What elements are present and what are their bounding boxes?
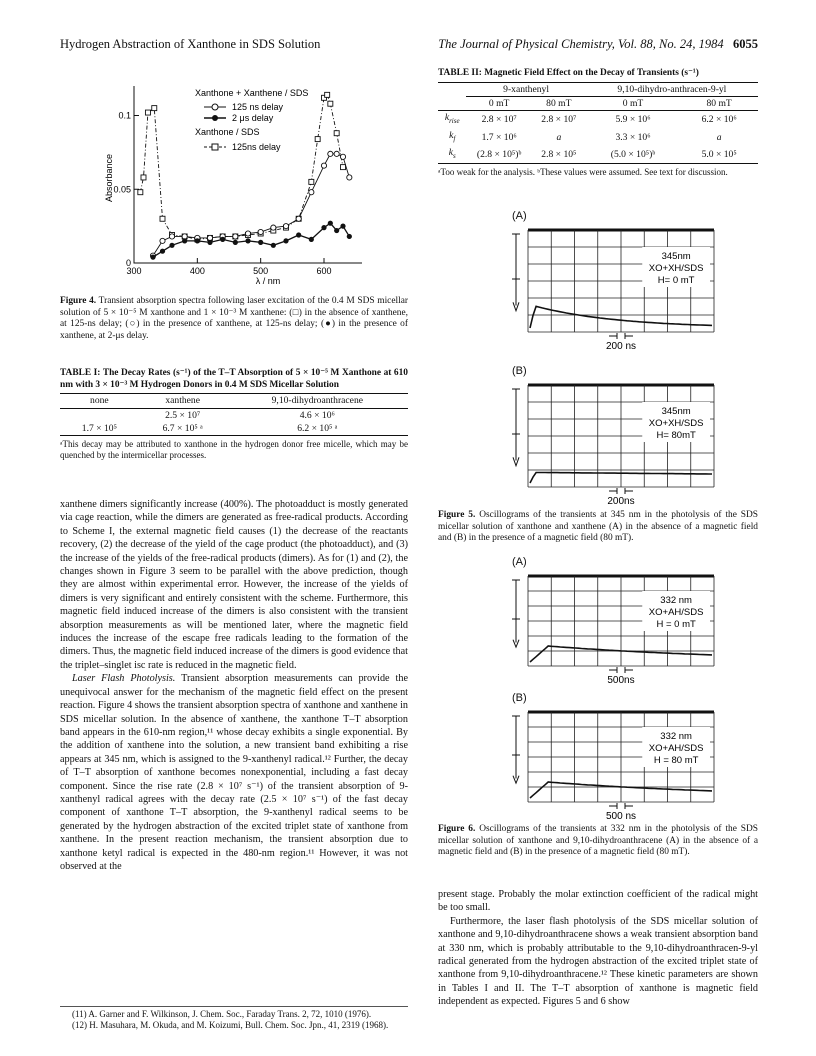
y-axis-label: Absorbance [104, 153, 114, 203]
table1-footnote: ᵃThis decay may be attributed to xanthone in the hydrogen donor free micelle, which may be quenched by the intermicellar processes. [60, 439, 408, 461]
figure6-caption-label: Figure 6. [438, 824, 476, 834]
oscillogram-label-line: H= 0 mT [657, 275, 695, 286]
legend-label-2us: 2 μs delay [232, 113, 274, 123]
data-point-square [160, 216, 165, 221]
figure6-oscillogram-b [508, 704, 718, 822]
x-tick-label: 500 [253, 266, 269, 276]
legend-label-125ns: 125 ns delay [232, 102, 284, 112]
figure4-legend [195, 88, 308, 152]
legend-marker-filled-circle [212, 115, 218, 121]
table2-group-row [438, 82, 758, 96]
data-point-open-circle [258, 229, 263, 234]
table2-cell: 6.2 × 10⁶ [701, 114, 737, 126]
figure5-caption-text: Oscillograms of the transients at 345 nm in the photolysis of the SDS micellar solution of xanthone and xanthene (A) in the absence of a magnetic field and (B) in the presence of a magnetic field (80 mT). [438, 510, 759, 544]
table2-cell: a [556, 131, 562, 143]
figure6-panel-b-label: (B) [512, 692, 527, 704]
time-scale-label: 500ns [607, 675, 635, 686]
data-point-square [138, 190, 143, 195]
legend-title-xanthone-xanthene: Xanthone + Xanthene / SDS [195, 88, 309, 98]
y-tick-label: 0.1 [118, 110, 131, 121]
data-point-open-circle [347, 175, 352, 180]
table2-cell: 2.8 × 10⁷ [481, 114, 517, 126]
data-point-open-circle [296, 216, 301, 221]
time-scale-label: 200 ns [605, 341, 637, 352]
oscillogram-label-line: XO+XH/SDS [648, 418, 704, 429]
table2-field-row [438, 97, 758, 111]
data-point-filled-circle [182, 238, 187, 243]
table2 [438, 68, 758, 178]
table-row [438, 129, 758, 146]
table2-cell: 1.7 × 10⁶ [481, 131, 517, 143]
x-tick-label: 300 [126, 266, 142, 276]
oscillogram-label-line: XO+AH/SDS [648, 743, 704, 754]
data-point-open-circle [334, 151, 339, 156]
table1-header: xanthene [165, 395, 200, 407]
table-row [438, 146, 758, 164]
time-scale-marker [609, 488, 633, 494]
figure5-caption-label: Figure 5. [438, 510, 476, 520]
oscillogram-label-line: 345nm [661, 406, 691, 417]
journal-name: The Journal of Physical Chemistry, Vol. 88, No. 24, 1984 [438, 37, 724, 51]
time-scale-marker [609, 333, 633, 339]
data-point-open-circle [271, 225, 276, 230]
section-heading-laser-flash: Laser Flash Photolysis. [72, 673, 176, 685]
data-point-filled-circle [321, 225, 326, 230]
table1-cell: 6.7 × 10⁵ ᵃ [162, 423, 203, 434]
right-body [438, 888, 758, 1009]
time-scale-label: 500 ns [605, 811, 637, 822]
data-point-square [145, 110, 150, 115]
journal-citation [418, 37, 758, 52]
data-point-filled-circle [340, 224, 345, 229]
table1-cell [60, 408, 139, 422]
table2-row-label: $k_s$ [448, 147, 456, 160]
table2-row-label: $k_f$ [449, 129, 456, 143]
table2-group-dihydroanthracenyl: 9,10-dihydro-anthracen-9-yl [617, 83, 727, 95]
table2-field: 80 mT [680, 97, 758, 111]
table1 [60, 368, 408, 461]
figure5-panel-a-label: (A) [512, 210, 527, 222]
table1-title-text: The Decay Rates (s⁻¹) of the T–T Absorption of 5 × 10⁻⁵ M Xanthone at 610 nm with 3 × 10⁻³ M Hydrogen Donors in 0.4 M SDS Micellar Solution [60, 368, 408, 390]
table1-cell: 2.5 × 10⁷ [165, 409, 201, 421]
data-point-filled-circle [207, 240, 212, 245]
data-point-open-circle [207, 235, 212, 240]
table2-field: 0 mT [586, 97, 681, 111]
figure5-oscillogram-b [508, 377, 718, 507]
table2-field: 80 mT [532, 97, 586, 111]
data-point-open-circle [169, 234, 174, 239]
data-point-open-circle [309, 190, 314, 195]
page-number: 6055 [733, 37, 758, 51]
data-point-open-circle [245, 231, 250, 236]
references [60, 1006, 408, 1031]
table1-header: 9,10-dihydroanthracene [271, 395, 363, 407]
right-paragraph-1: present stage. Probably the molar extinction coefficient of the radical might be too small. [438, 889, 758, 914]
table2-cell: 5.0 × 10⁵ [701, 148, 737, 160]
data-point-filled-circle [283, 238, 288, 243]
data-point-filled-circle [169, 243, 174, 248]
table-row [60, 408, 408, 422]
table2-cell: (2.8 × 10⁵)ᵇ [476, 148, 522, 160]
data-point-open-circle [160, 238, 165, 243]
data-point-square [309, 179, 314, 184]
table1-grid [60, 393, 408, 436]
left-body [60, 498, 408, 873]
legend-title-xanthone: Xanthone / SDS [195, 127, 260, 137]
data-point-square [334, 131, 339, 136]
data-point-filled-circle [271, 243, 276, 248]
data-point-filled-circle [309, 237, 314, 242]
reference-12: (12) H. Masuhara, M. Okuda, and M. Koizumi, Bull. Chem. Soc. Jpn., 41, 2319 (1968). [72, 1020, 389, 1030]
oscillogram-label-line: 332 nm [660, 731, 692, 742]
left-paragraph-2-text: Transient absorption measurements can provide the unequivocal answer for the mechanism of the magnetic field effect on the present reaction. Figure 4 shows the transient absorption spectra of xanthone and xanthene in SDS micellar solution. In the absence of xanthene, the xanthone T–T absorption band appears in the 610-nm region,¹¹ whose decay exhibits a single exponential. By the addition of xanthene into the solution, a new transient band exhibiting a rise appears at 345 nm, which is assigned to the 9-xanthenyl radical.¹² Further, the decay of T–T absorption of xanthone becomes nonexponential, including a fast decay component. Since the rise rate (2.8 × 10⁷ s⁻¹) of the transient absorption of 9-xanthenyl radical agrees with the decay rate (2.5 × 10⁷ s⁻¹) of the fast decay component of xanthone T–T absorption, the 9-xanthenyl radical seems to be generated by the hydrogen abstraction of the excited triplet state of xanthone from xanthene. In the present reaction mechanism, the transient absorption due to xanthone ketyl radical is expected in the 480-nm region.¹¹ However, it was not observed at the [60, 673, 408, 872]
table-row [60, 422, 408, 436]
figure5-caption [438, 510, 758, 545]
data-point-square [141, 175, 146, 180]
figure4-caption-text: Transient absorption spectra following laser excitation of the 0.4 M SDS micellar solution of 5 × 10⁻⁵ M xanthone and 1 × 10⁻³ M xanthene: (□) in the absence of xanthene, at 125-ns delay; (○) in the presence of xanthene, at 125-ns delay; (●) in the presence of xanthene, at 2-μs delay. [60, 296, 408, 341]
table2-group-xanthenyl: 9-xanthenyl [503, 83, 549, 95]
table1-title [60, 368, 408, 391]
data-point-open-circle [328, 151, 333, 156]
oscillogram-label-line: 345nm [661, 251, 691, 262]
table1-cell: 4.6 × 10⁶ [299, 409, 335, 421]
y-tick-label: 0.05 [113, 184, 131, 195]
figure6-panel-a-label: (A) [512, 556, 527, 568]
oscillogram-label-line: 332 nm [660, 595, 692, 606]
x-tick-label: 400 [189, 266, 205, 276]
time-scale-label: 200ns [607, 496, 635, 507]
data-point-square [152, 106, 157, 111]
reference-11: (11) A. Garner and F. Wilkinson, J. Chem. Soc., Faraday Trans. 2, 72, 1010 (1976). [72, 1009, 372, 1019]
figure6-oscillogram-a [508, 568, 718, 686]
table2-cell: 2.8 × 10⁵ [541, 148, 577, 160]
data-point-filled-circle [334, 228, 339, 233]
figure5-panel-b-label: (B) [512, 365, 527, 377]
data-point-square [341, 165, 346, 170]
oscillogram-label-line: H = 0 mT [656, 619, 696, 630]
data-point-filled-circle [150, 255, 155, 260]
oscillogram-label-line: XO+XH/SDS [648, 263, 704, 274]
data-point-open-circle [233, 234, 238, 239]
table2-cell: (5.0 × 10⁵)ᵇ [610, 148, 656, 160]
data-point-filled-circle [160, 249, 165, 254]
figure4-caption-label: Figure 4. [60, 296, 97, 306]
data-point-open-circle [321, 163, 326, 168]
table1-header-row [60, 394, 408, 408]
table2-row-label: $k_{rise}$ [444, 112, 460, 126]
figure6-caption-text: Oscillograms of the transients at 332 nm in the photolysis of the SDS micellar solution of xanthone and 9,10-dihydroanthracene (A) in the absence of a magnetic field and (B) in the presence of a magnetic field (80 mT). [438, 824, 759, 858]
table2-cell: 3.3 × 10⁶ [615, 131, 651, 143]
legend-marker-square [212, 144, 218, 150]
oscillogram-label-line: H= 80mT [656, 430, 696, 441]
table2-cell: 2.8 × 10⁷ [541, 114, 577, 126]
legend-marker-open-circle [212, 104, 218, 110]
table-row [438, 111, 758, 129]
left-paragraph-2 [60, 672, 408, 873]
table1-header: none [90, 395, 109, 407]
table2-footnote: ᵃToo weak for the analysis. ᵇThese values were assumed. See text for discussion. [438, 167, 728, 178]
data-point-filled-circle [347, 234, 352, 239]
table2-grid [438, 82, 758, 165]
oscillogram-label-line: H = 80 mT [653, 755, 699, 766]
x-tick-label: 600 [316, 266, 332, 276]
data-point-filled-circle [245, 238, 250, 243]
data-point-open-circle [340, 154, 345, 159]
figure5-oscillogram-a [508, 222, 718, 352]
y-tick-label: 0 [125, 258, 131, 268]
time-scale-marker [609, 667, 633, 673]
table1-cell: 1.7 × 10⁵ [81, 423, 117, 434]
x-axis-label: λ / nm [255, 276, 281, 286]
data-point-filled-circle [233, 240, 238, 245]
time-scale-marker [609, 803, 633, 809]
table2-field: 0 mT [466, 97, 532, 111]
data-point-filled-circle [328, 221, 333, 226]
figure4-caption [60, 296, 408, 342]
data-point-square [325, 92, 330, 97]
legend-label-125ns-square: 125ns delay [232, 142, 281, 152]
table2-cell: a [716, 131, 722, 143]
oscillogram-label-line: XO+AH/SDS [648, 607, 704, 618]
table1-title-label: TABLE I: [60, 368, 101, 378]
running-title: Hydrogen Abstraction of Xanthone in SDS Solution [60, 37, 321, 51]
left-paragraph-1: xanthene dimers significantly increase (400%). The photoadduct is mostly generated via cage reaction, while the dimers are generated as free-radical products. According to Scheme I, the external magnetic field causes (1) the decrease of the reactants recovery, (2) the decrease of the yield of the cage product (the photoadduct), and (3) the increase of the yields of the free-radical products (dimers). As for (1) and (2), the changes shown in Figure 3 seem to be parallel with the above prediction, though they are almost within experimental error. However, the increase of the yields of dimers is very significant and entirely consistent with the scheme. Furthermore, this magnetic field induced increase of the dimers is also consistent with the transient absorption measurements as will be mentioned later, where the magnetic field induces the increase of the escape free radicals leading to the formation of the dimers. Thus, the magnetic field induced increase of the dimers is good evidence that the triplet–singlet isc rate is reduced in the magnetic field. [60, 499, 408, 671]
figure6-caption [438, 824, 758, 859]
figure4-chart [100, 78, 370, 290]
data-point-filled-circle [296, 232, 301, 237]
right-paragraph-2: Furthermore, the laser flash photolysis of the SDS micellar solution of xanthone and 9,10-dihydroanthracene shows a weak transient absorption band at 330 nm, which is probably attributable to the 9,10-dihydroanthracen-9-yl radical generated from the hydrogen abstraction of the excited triplet state of xanthone from 9,10-dihydroanthracene.¹² These kinetic parameters are shown in Tables I and II. The T–T absorption of xanthone is magnetic field independent as expected. Figures 5 and 6 show [438, 915, 758, 1008]
table2-title: TABLE II: Magnetic Field Effect on the Decay of Transients (s⁻¹) [438, 68, 699, 78]
table1-cell: 6.2 × 10⁵ ᵃ [297, 423, 338, 434]
data-point-filled-circle [220, 237, 225, 242]
data-point-filled-circle [258, 240, 263, 245]
data-point-open-circle [182, 234, 187, 239]
data-point-square [328, 101, 333, 106]
data-point-square [315, 137, 320, 142]
table2-cell: 5.9 × 10⁶ [615, 114, 651, 126]
data-point-open-circle [283, 224, 288, 229]
data-point-filled-circle [195, 238, 200, 243]
